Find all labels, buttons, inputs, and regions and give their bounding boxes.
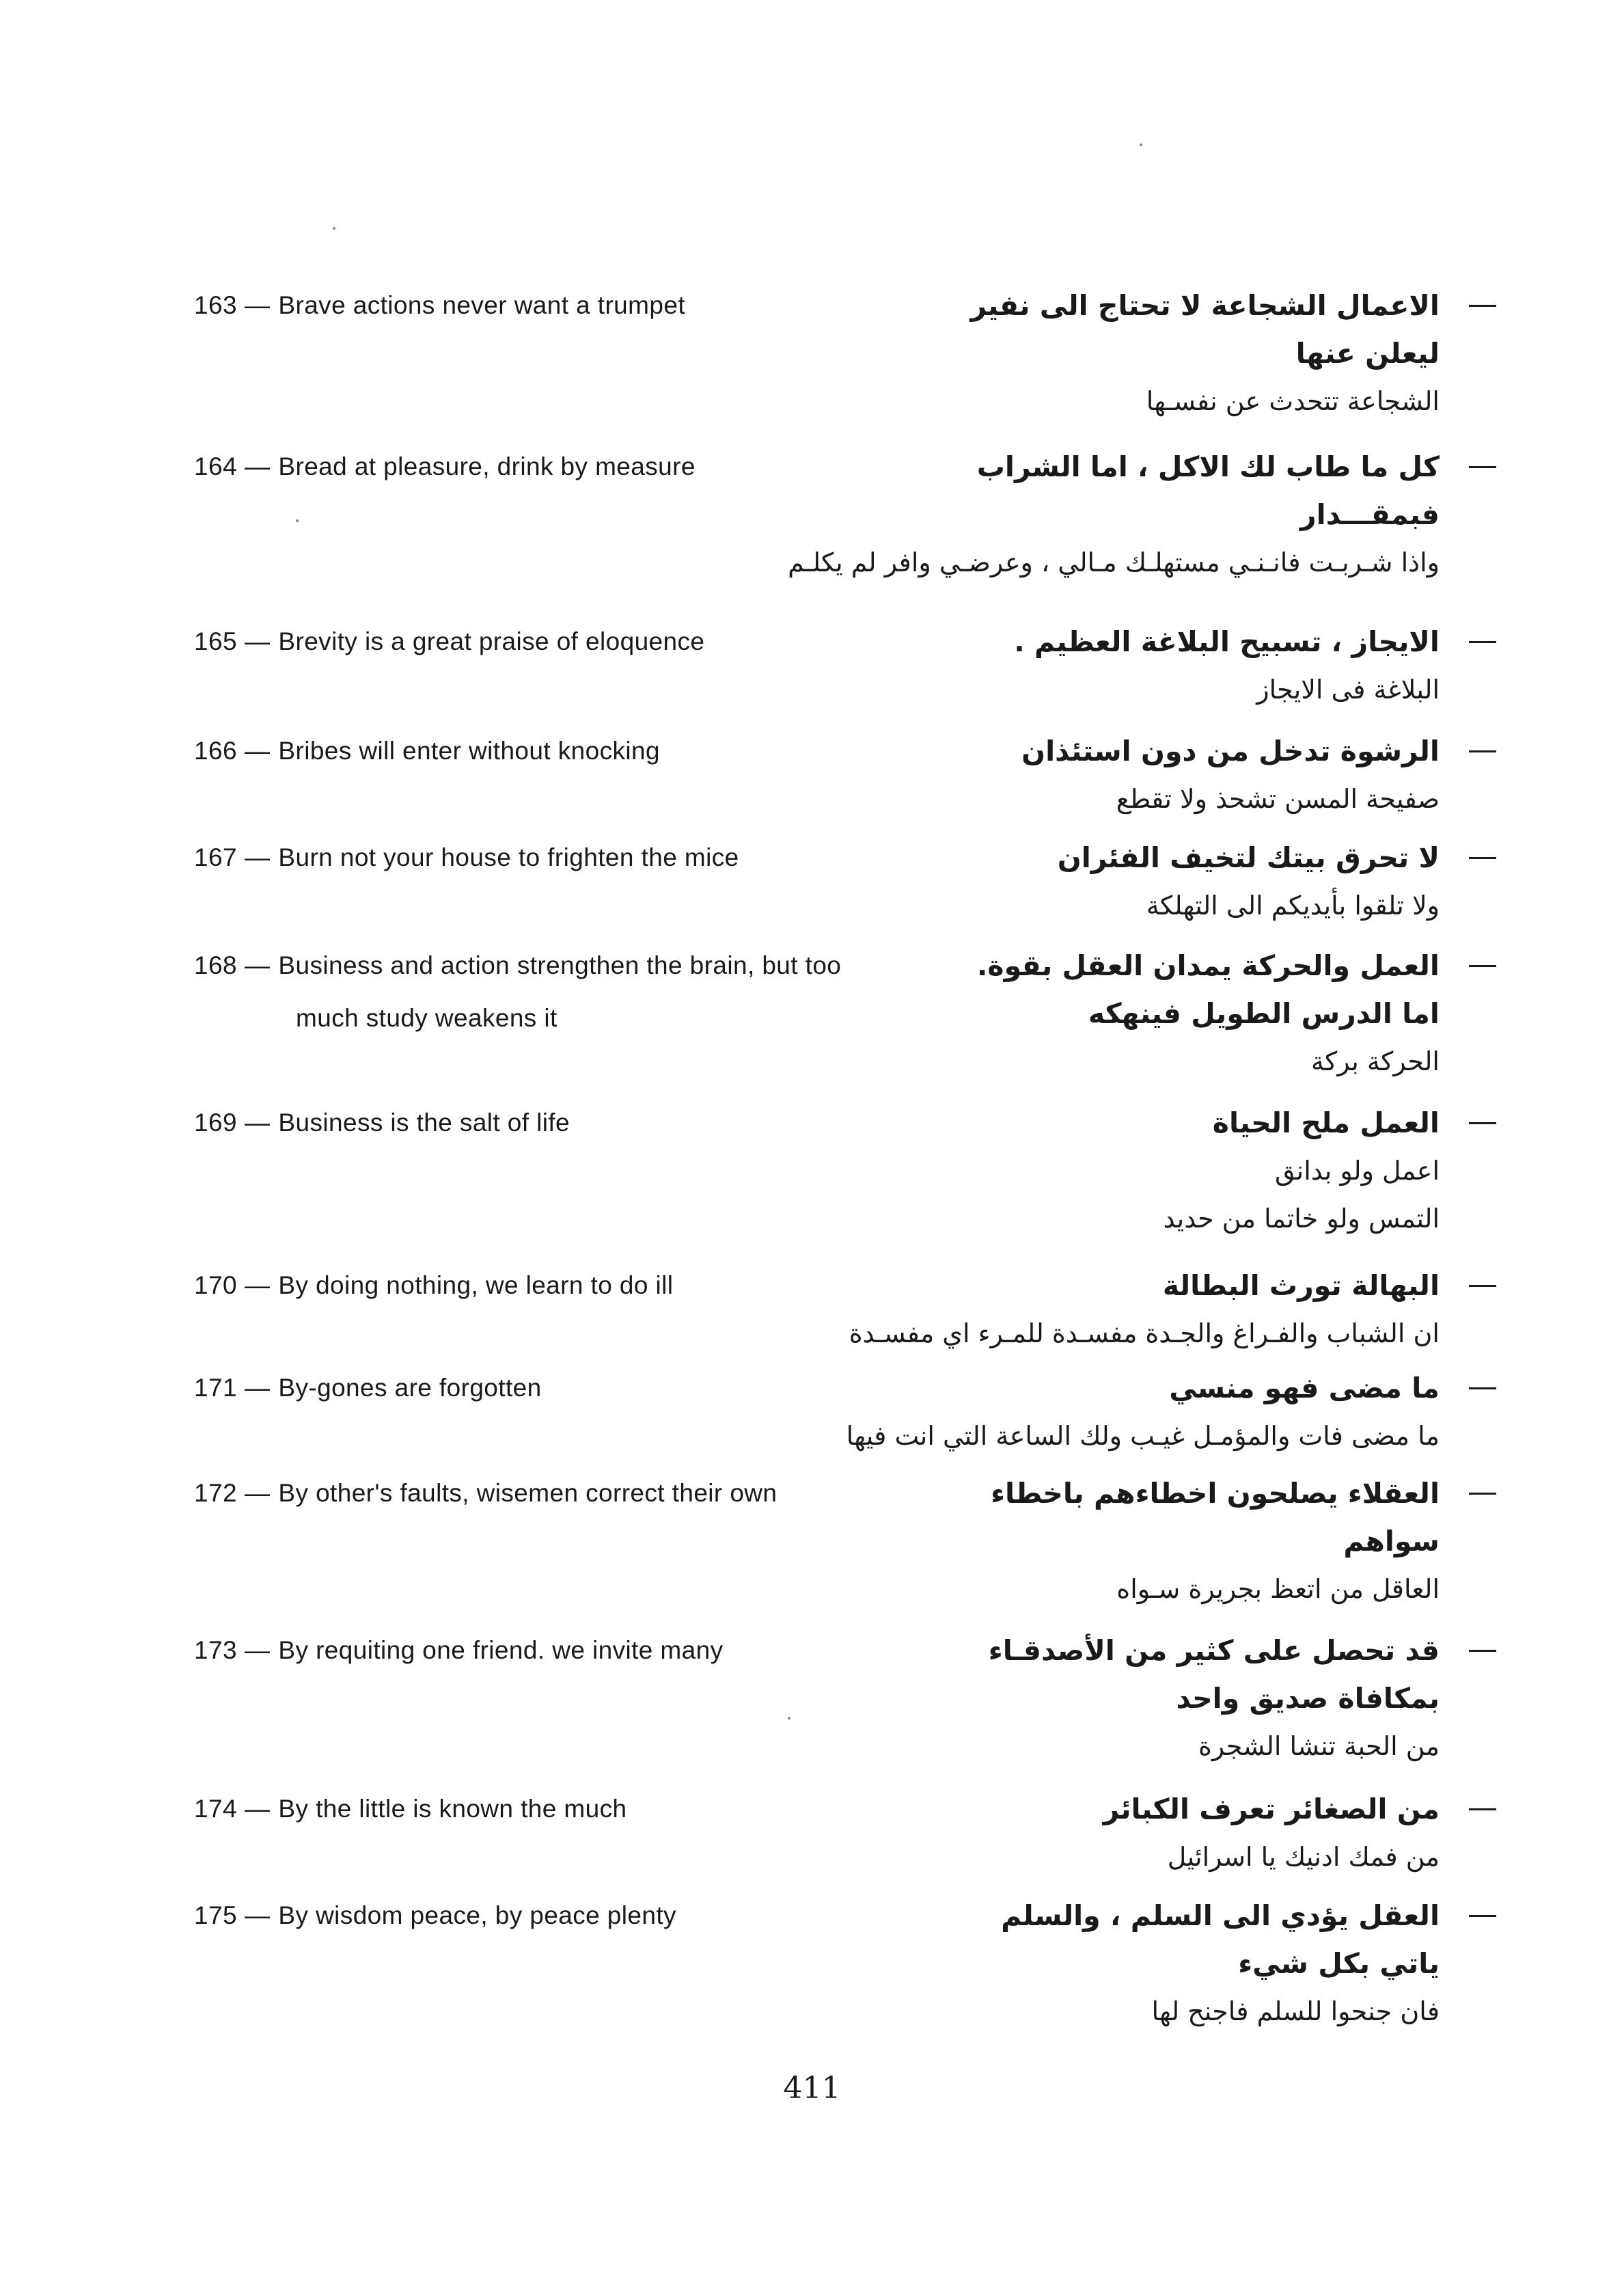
arabic-entry-dash: [1469, 1650, 1496, 1652]
english-proverb: [194, 1361, 987, 1414]
arabic-proverb: [879, 942, 1440, 1085]
arabic-entry-dash: [1469, 1493, 1496, 1495]
entry-dash: —: [245, 1374, 271, 1402]
arabic-saying: الحركة بركة: [1310, 1046, 1440, 1076]
arabic-equivalent: اما الدرس الطويل فينهكه: [1088, 997, 1440, 1030]
arabic-proverb: [879, 443, 1440, 539]
entry-number: 172: [194, 1479, 237, 1507]
entry-dash: —: [245, 1271, 271, 1299]
english-text: By the little is known the much: [278, 1795, 627, 1823]
english-proverb: [194, 1259, 987, 1311]
entry-number: 175: [194, 1901, 237, 1929]
arabic-equivalent: العقلاء يصلحون اخطاءهم باخطاء: [991, 1477, 1440, 1510]
entry-number: 168: [194, 951, 237, 979]
arabic-entry-dash: [1469, 857, 1496, 859]
arabic-entry-dash: [1469, 1285, 1496, 1287]
english-proverb: [194, 724, 987, 777]
entry-number: 165: [194, 627, 237, 655]
arabic-equivalent: سواهم: [1343, 1525, 1440, 1558]
arabic-equivalent: ليعلن عنها: [1295, 337, 1440, 370]
arabic-equivalent: البهالة تورث البطالة: [1162, 1269, 1440, 1302]
entry-dash: —: [245, 737, 271, 765]
entry-number: 166: [194, 737, 237, 765]
arabic-saying: الشجاعة تتحدث عن نفسـها: [1146, 386, 1440, 416]
entry-dash: —: [245, 1479, 271, 1507]
arabic-saying: صفيحة المسن تشحذ ولا تقطع: [1116, 784, 1440, 814]
arabic-equivalent: بمكافاة صديق واحد: [1176, 1682, 1440, 1715]
entry-dash: —: [245, 951, 271, 979]
arabic-proverb: [879, 1785, 1440, 1881]
arabic-proverb: [879, 1262, 1440, 1309]
arabic-equivalent: قد تحصل على كثير من الأصدقـاء: [988, 1634, 1440, 1667]
english-proverb: [194, 1467, 987, 1519]
scan-speck: [1140, 144, 1142, 146]
english-proverb: [194, 440, 987, 493]
english-text: By doing nothing, we learn to do ill: [278, 1271, 674, 1299]
english-proverb: [194, 831, 987, 884]
arabic-entry-dash: [1469, 466, 1496, 468]
entry-number: 164: [194, 452, 237, 480]
english-proverb: [194, 1624, 987, 1676]
arabic-equivalent: العمل ملح الحياة: [1212, 1106, 1440, 1139]
english-proverb: [194, 279, 987, 331]
arabic-saying: التمس ولو خاتما من حديد: [1163, 1204, 1440, 1234]
english-text: By other's faults, wisemen correct their own: [278, 1479, 777, 1507]
arabic-entry-dash: [1469, 1122, 1496, 1124]
arabic-equivalent: ما مضى فهو منسي: [1169, 1372, 1440, 1404]
arabic-equivalent: فبمقـــدار: [1300, 498, 1440, 531]
arabic-entry-dash: [1469, 641, 1496, 643]
arabic-equivalent: العمل والحركة يمدان العقل بقوة.: [976, 949, 1440, 982]
arabic-proverb: [879, 282, 1440, 425]
arabic-saying: من فمك ادنيك يا اسرائيل: [1167, 1842, 1440, 1872]
arabic-proverb: [879, 1364, 1440, 1412]
scan-speck: [788, 1717, 790, 1719]
arabic-entry-dash: [1469, 1808, 1496, 1810]
english-text-continued: much study weakens it: [296, 1004, 558, 1032]
arabic-verse: ان الشباب والفـراغ والجـدة مفسـدة للمـرء اي مفسـدة: [849, 1318, 1440, 1348]
arabic-proverb: [879, 834, 1440, 929]
scan-speck: [333, 227, 335, 230]
entry-number: 173: [194, 1636, 237, 1664]
arabic-equivalent: الايجاز ، تسبيح البلاغة العظيم .: [1014, 625, 1440, 658]
arabic-proverb: [879, 1627, 1440, 1770]
entry-dash: —: [245, 452, 271, 480]
english-proverb: [194, 1096, 987, 1149]
entry-dash: —: [245, 1636, 271, 1664]
english-text: Bread at pleasure, drink by measure: [278, 452, 696, 480]
arabic-proverb: [879, 1469, 1440, 1613]
arabic-proverb: [879, 1892, 1440, 2035]
arabic-saying: ولا تلقوا بأيديكم الى التهلكة: [1146, 891, 1440, 921]
arabic-entry-dash: [1469, 1387, 1496, 1389]
entry-dash: —: [245, 1901, 271, 1929]
arabic-equivalent: العقل يؤدي الى السلم ، والسلم: [1001, 1899, 1440, 1932]
arabic-equivalent: من الصغائر تعرف الكبائر: [1103, 1793, 1440, 1825]
entry-number: 169: [194, 1109, 237, 1137]
arabic-equivalent: كل ما طاب لك الاكل ، اما الشراب: [976, 450, 1440, 483]
arabic-entry-dash: [1469, 965, 1496, 967]
arabic-saying: اعمل ولو بدانق: [1274, 1156, 1440, 1186]
entry-dash: —: [245, 291, 271, 319]
arabic-proverb: [879, 618, 1440, 713]
arabic-entry-dash: [1469, 1915, 1496, 1917]
english-text: By wisdom peace, by peace plenty: [278, 1901, 676, 1929]
arabic-saying: البلاغة فى الايجاز: [1256, 675, 1440, 705]
arabic-equivalent: الرشوة تدخل من دون استئذان: [1021, 735, 1440, 767]
english-text: Burn not your house to frighten the mice: [278, 843, 739, 871]
arabic-equivalent: الاعمال الشجاعة لا تحتاج الى نفير: [970, 289, 1440, 322]
entry-dash: —: [245, 1109, 271, 1137]
arabic-entry-dash: [1469, 305, 1496, 307]
english-text: Business and action strengthen the brain, but too: [278, 951, 842, 979]
english-text: Brave actions never want a trumpet: [278, 291, 686, 319]
english-proverb: [194, 615, 987, 668]
entry-number: 174: [194, 1795, 237, 1823]
entry-dash: —: [245, 1795, 271, 1823]
english-proverb: [194, 939, 987, 992]
arabic-saying: فان جنحوا للسلم فاجنح لها: [1151, 1996, 1440, 2026]
scan-speck: [296, 519, 299, 522]
english-proverb: [194, 1782, 987, 1835]
entry-number: 163: [194, 291, 237, 319]
page-number: 411: [783, 2071, 841, 2106]
arabic-verse: ما مضى فات والمؤمـل غيـب ولك الساعة التي انت فيها: [846, 1421, 1440, 1451]
entry-dash: —: [245, 627, 271, 655]
arabic-verse: واذا شـربـت فانـنـي مستهلـك مـالي ، وعرضـي وافر لم يكلـم: [788, 547, 1440, 577]
entry-number: 170: [194, 1271, 237, 1299]
entry-number: 171: [194, 1374, 237, 1402]
entry-dash: —: [245, 843, 271, 871]
arabic-proverb: [879, 1099, 1440, 1242]
english-text: Brevity is a great praise of eloquence: [278, 627, 705, 655]
arabic-saying: العاقل من اتعظ بجريرة سـواه: [1116, 1574, 1440, 1604]
arabic-proverb: [879, 727, 1440, 823]
english-text: By-gones are forgotten: [278, 1374, 542, 1402]
arabic-saying: من الحبة تنشا الشجرة: [1198, 1731, 1440, 1761]
english-text: Bribes will enter without knocking: [278, 737, 660, 765]
arabic-entry-dash: [1469, 750, 1496, 752]
entry-number: 167: [194, 843, 237, 871]
english-text: Business is the salt of life: [278, 1109, 570, 1137]
english-proverb: [194, 1889, 987, 1942]
english-text: By requiting one friend. we invite many: [278, 1636, 724, 1664]
arabic-equivalent: لا تحرق بيتك لتخيف الفئران: [1057, 841, 1440, 874]
arabic-equivalent: ياتي بكل شيء: [1238, 1947, 1440, 1980]
